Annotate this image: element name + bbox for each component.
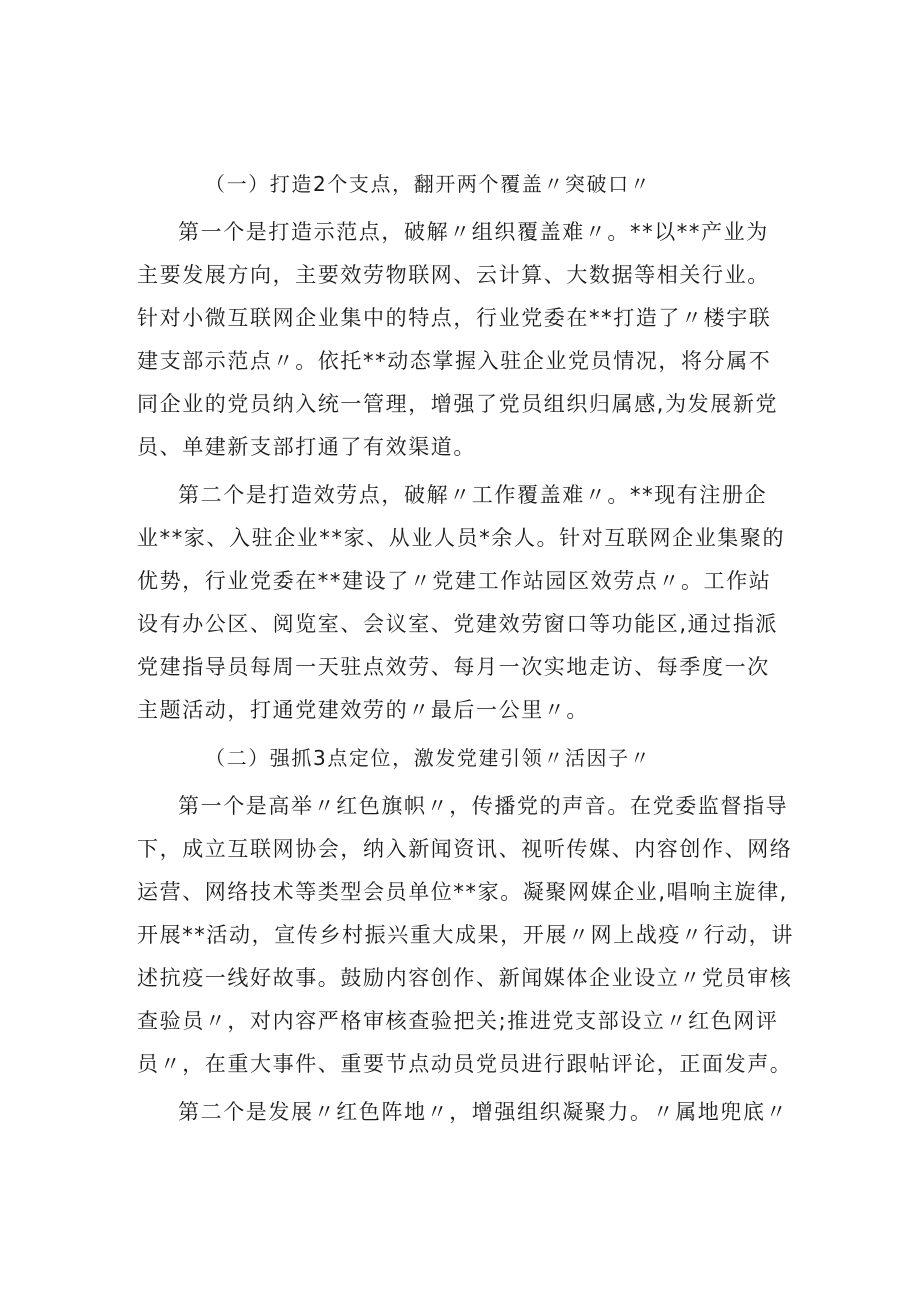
paragraph-line: 针对小微互联网企业集中的特点，行业党委在**打造了〃楼宇联 xyxy=(137,306,772,330)
paragraph-line: 第二个是打造效劳点，破解〃工作覆盖难〃。**现有注册企 xyxy=(178,483,768,507)
paragraph-line: 设有办公区、阅览室、会议室、党建效劳窗口等功能区,通过指派 xyxy=(137,612,779,636)
paragraph-line: 优势，行业党委在**建设了〃党建工作站园区效劳点〃。工作站 xyxy=(137,569,772,593)
paragraph-line: 查验员〃，对内容严格审核查验把关;推进党支部设立〃红色网评 xyxy=(137,1009,779,1033)
paragraph-line: 第二个是发展〃红色阵地〃，增强组织凝聚力。〃属地兜底〃 xyxy=(178,1100,789,1124)
section-heading-1: （一）打造2个支点，翻开两个覆盖〃突破口〃 xyxy=(205,172,652,196)
paragraph-line: 党建指导员每周一天驻点效劳、每月一次实地走访、每季度一次 xyxy=(137,655,770,679)
paragraph-line: 同企业的党员纳入统一管理，增强了党员组织归属感,为发展新党 xyxy=(137,392,779,416)
paragraph-line: 开展**活动，宣传乡村振兴重大成果，开展〃网上战疫〃行动，讲 xyxy=(137,923,794,947)
paragraph-line: 第一个是高举〃红色旗帜〃，传播党的声音。在党委监督指导 xyxy=(178,794,789,818)
paragraph-line: 员〃，在重大事件、重要节点动员党员进行跟帖评论，正面发声。 xyxy=(137,1052,793,1076)
paragraph-line: 下，成立互联网协会，纳入新闻资讯、视听传媒、内容创作、网络 xyxy=(137,837,793,861)
paragraph-line: 主要发展方向，主要效劳物联网、云计算、大数据等相关行业。 xyxy=(137,263,770,287)
paragraph-line: 述抗疫一线好故事。鼓励内容创作、新闻媒体企业设立〃党员审核 xyxy=(137,966,793,990)
paragraph-line: 业**家、入驻企业**家、从业人员*余人。针对互联网企业集聚的 xyxy=(137,526,786,550)
paragraph-line: 员、单建新支部打通了有效渠道。 xyxy=(137,435,476,459)
paragraph-line: 建支部示范点〃。依托**动态掌握入驻企业党员情况，将分属不 xyxy=(137,349,772,373)
paragraph-line: 运营、网络技术等类型会员单位**家。凝聚网媒企业,唱响主旋律, xyxy=(137,880,788,904)
section-heading-2: （二）强抓3点定位，激发党建引领〃活因子〃 xyxy=(205,746,652,770)
paragraph-line: 主题活动，打通党建效劳的〃最后一公里〃。 xyxy=(137,698,589,722)
paragraph-line: 第一个是打造示范点，破解〃组织覆盖难〃。**以**产业为 xyxy=(178,220,769,244)
